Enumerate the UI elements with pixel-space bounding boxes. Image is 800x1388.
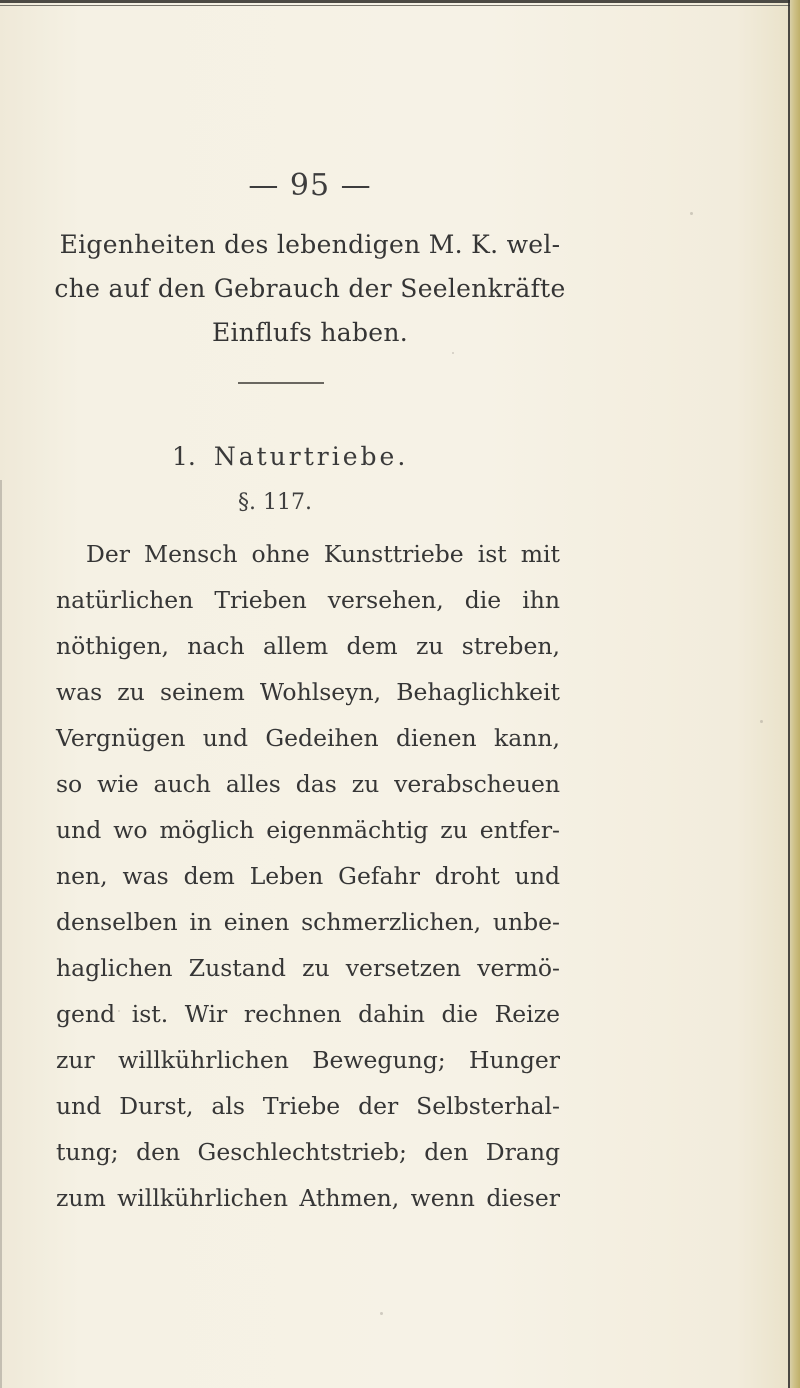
paper-speck [690, 212, 693, 215]
page-number: — 95 — [248, 168, 372, 203]
paper-speck [452, 352, 454, 354]
body-line: nen, was dem Leben Gefahr droht und [56, 862, 560, 890]
body-line: und wo möglich eigenmächtig zu entfer- [56, 816, 560, 844]
paper-speck [118, 1010, 120, 1012]
body-line: Vergnügen und Gedeihen dienen kann, [56, 724, 560, 752]
section-number: 1. [172, 442, 196, 471]
section-name: Naturtriebe. [213, 442, 409, 471]
body-line: haglichen Zustand zu versetzen vermö- [56, 954, 560, 982]
body-line: tung; den Geschlechtstrieb; den Drang [56, 1138, 560, 1166]
body-line: Der Mensch ohne Kunsttriebe ist mit [86, 540, 560, 568]
body-line: zur willkührlichen Bewegung; Hunger [56, 1046, 560, 1074]
paragraph-number: §. 117. [238, 490, 312, 515]
body-line: nöthigen, nach allem dem zu streben, [56, 632, 560, 660]
paper-speck [760, 720, 763, 723]
heading-line-2: che auf den Gebrauch der Seelenkräfte [54, 274, 566, 303]
body-line: denselben in einen schmerzlichen, unbe- [56, 908, 560, 936]
book-spine [790, 0, 800, 1388]
body-line: zum willkührlichen Athmen, wenn dieser [56, 1184, 560, 1212]
top-edge-thin-rule [0, 5, 800, 6]
heading-line-3: Einflufs haben. [211, 318, 409, 347]
body-line: und Durst, als Triebe der Selbsterhal- [56, 1092, 560, 1120]
section-title [172, 442, 408, 471]
heading-line-1: Eigenheiten des lebendigen M. K. wel- [59, 230, 561, 259]
section-divider [238, 382, 324, 384]
paper-speck [380, 1312, 383, 1315]
body-line: natürlichen Trieben versehen, die ihn [56, 586, 560, 614]
left-page-edge [0, 480, 2, 1388]
top-edge-rule [0, 0, 800, 3]
body-line: so wie auch alles das zu verabscheuen [56, 770, 560, 798]
body-line: gend ist. Wir rechnen dahin die Reize [56, 1000, 560, 1028]
body-line: was zu seinem Wohlseyn, Behaglichkeit [56, 678, 560, 706]
